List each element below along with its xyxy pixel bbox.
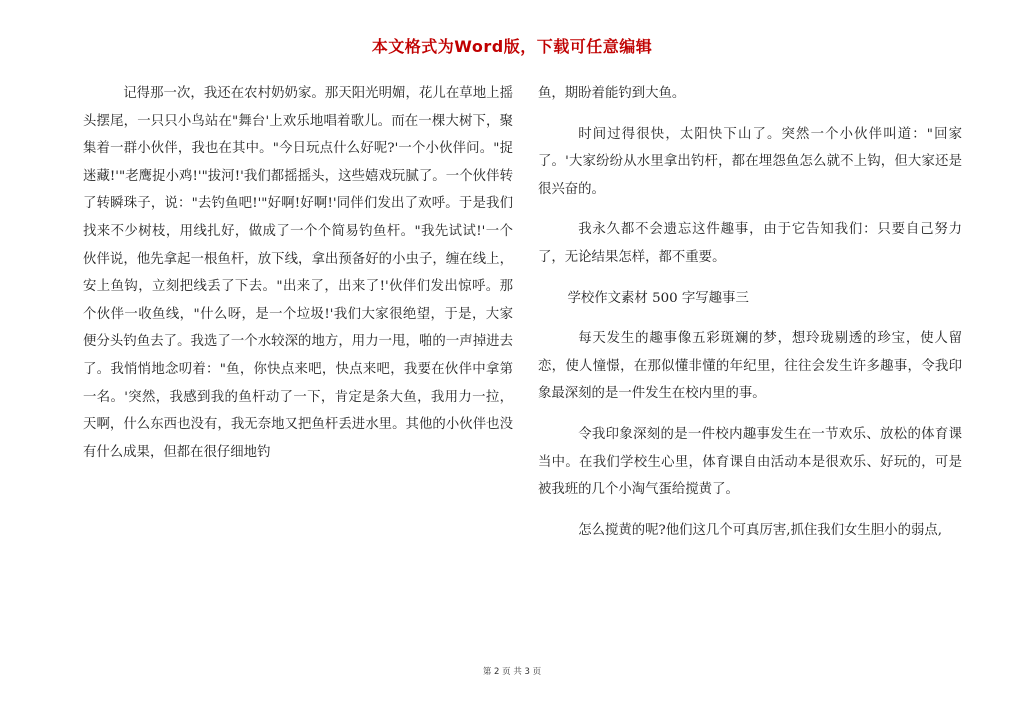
- document-banner: 本文格式为Word版，下载可任意编辑: [371, 37, 653, 56]
- paragraph: 每天发生的趣事像五彩斑斓的梦，想玲珑剔透的珍宝，使人留恋，使人憧憬，在那似懂非懂的年纪里，往往会发生许多趣事，令我印象最深刻的是一件发生在校内里的事。: [538, 331, 962, 402]
- paragraph: 怎么搅黄的呢?他们这几个可真厉害,抓住我们女生胆小的弱点,: [578, 522, 943, 538]
- left-column: [83, 80, 513, 466]
- section-heading: 学校作文素材 500 字写趣事三: [567, 290, 749, 306]
- paragraph: 令我印象深刻的是一件校内趣事发生在一节欢乐、放松的体育课当中。在我们学校生心里，体育课自由活动本是很欢乐、好玩的，可是被我班的几个小淘气蛋给搅黄了。: [538, 426, 962, 498]
- paragraph: 时间过得很快，太阳快下山了。突然一个小伙伴叫道："回家了。'大家纷纷从水里拿出钓杆，都在埋怨鱼怎么就不上钩，但大家还是很兴奋的。: [538, 126, 962, 197]
- right-column: [538, 80, 962, 544]
- page-number: 第 2 页 共 3 页: [482, 667, 542, 677]
- paragraph-continuation: 鱼，期盼着能钓到大鱼。: [538, 86, 686, 101]
- paragraph: 记得那一次，我还在农村奶奶家。那天阳光明媚，花儿在草地上摇头摆尾，一只只小鸟站在"舞台'上欢乐地唱着歌儿。而在一棵大树下，聚集着一群小伙伴，我也在其中。"今日玩点什么好呢?'一个小伙伴问。"捉迷藏!'"老鹰捉小鸡!'"拔河!'我们都摇摇头，这些嬉戏玩腻了。一个伙伴转了转瞬珠子，说："去钓鱼吧!'"好啊!好啊!'同伴们发出了欢呼。于是我们找来不少树枝，用线扎好，做成了一个个简易钓鱼杆。"我先试试!'一个伙伴说，他先拿起一根鱼杆，放下线，拿出预备好的小虫子，缠在线上，安上鱼钩，立刻把线丢了下去。"出来了，出来了!'伙伴们发出惊呼。那个伙伴一收鱼线，"什么呀，是一个垃圾!'我们大家很绝望，于是，大家便分头钓鱼去了。我选了一个水较深的地方，用力一甩，啪的一声掉进去了。我悄悄地念叨着："鱼，你快点来吧，快点来吧，我要在伙伴中拿第一名。'突然，我感到我的鱼杆动了一下，肯定是条大鱼，我用力一拉，天啊，什么东西也没有，我无奈地又把鱼杆丢进水里。其他的小伙伴也没有什么成果，但都在很仔细地钓: [83, 86, 513, 460]
- paragraph: 我永久都不会遗忘这件趣事，由于它告知我们：只要自己努力了，无论结果怎样，都不重要。: [538, 222, 962, 265]
